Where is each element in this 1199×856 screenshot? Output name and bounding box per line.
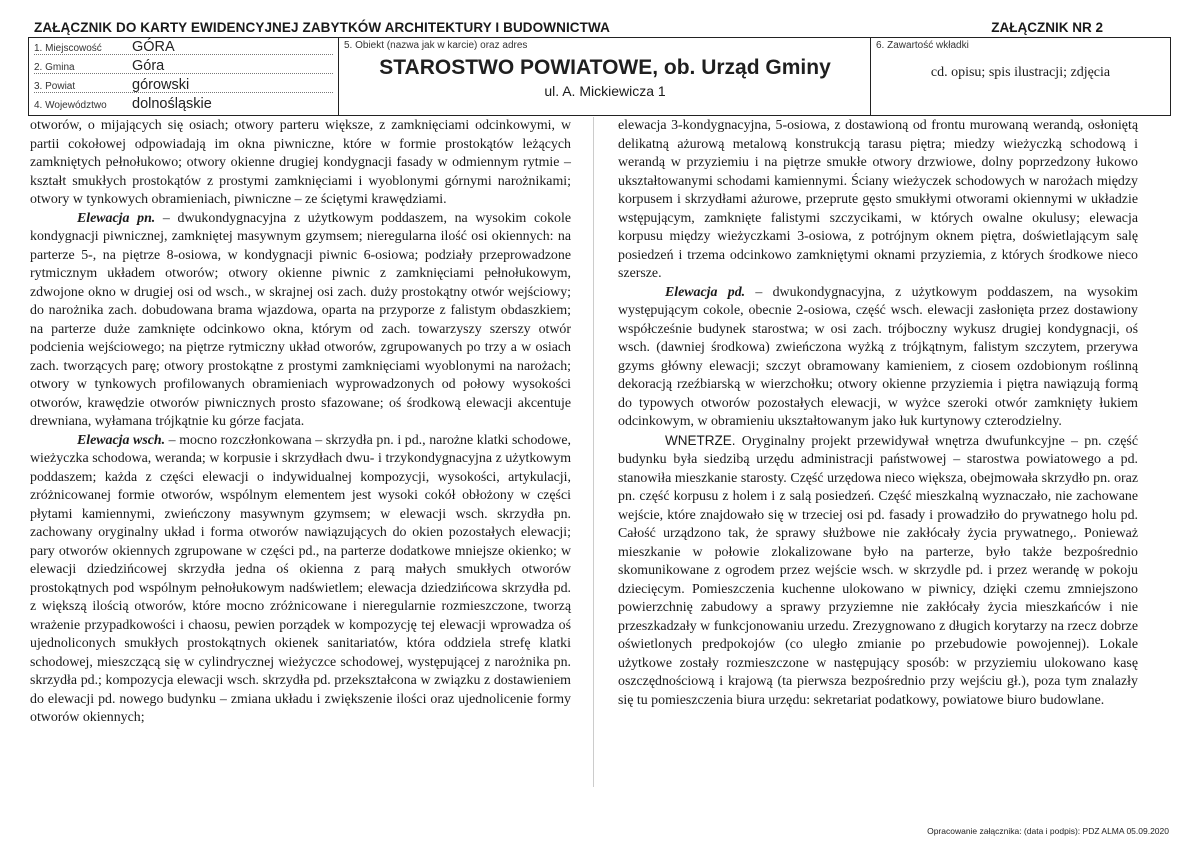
field-county: [29, 76, 339, 95]
object-label: 5. Obiekt (nazwa jak w karcie) oraz adres: [344, 40, 528, 51]
object-field: [339, 38, 871, 115]
paragraph-north-elevation: [30, 210, 571, 432]
field-label: 1. Miejscowość: [34, 43, 102, 54]
column-divider: [593, 117, 594, 787]
field-value: GÓRA: [132, 39, 175, 55]
paragraph-body: Oryginalny projekt przewidywał wnętrza dwufunkcyjne – pn. część budynku była siedzibą urzędu administracji państwowej – starostwa powiatowego a pd. stanowiła mieszkanie starosty. Część urzędowa nieco większa, obejmowała skrzydło pn. oraz pn. część korpusu z holem i z salą posiedzeń. Część mieszkalną wyznaczało, nie zachowane wejście, które znajdowało się w trzeciej osi pd. fasady i prowadziło do prywatnego holu pd. Całość urządzono tak, że sprawy służbowe nie zakłócały życia prywatnego,. Ponieważ mieszkanie w połowie zlokalizowane było na parterze, było także bezpośrednio skomunikowane z ogrodem przez wejście wsch. w skrzydle pd. i przez werandę w pokoju dziecięcym. Pomieszczenia kuchenne ulokowano w piwnicy, dzięki czemu zmniejszono powierzchnię zabudowy a sprawy przyziemne nie zakłócały życia mieszkańców i nie przeszkadzały w funkcjonowaniu urzedu. Zrezygnowano z długich korytarzy na rzecz dobrze oświetlonych predpokojów (co uległo zmianie po przebudowie powojennej). Lokale użytkowe zostały rozmieszczone w następujący sposób: w przyziemiu ulokowano kasę oszczędnościową i krajową (ta pierwsza bezpośrednio przy wejściu gł.), poza tym znalazły się tu pomieszczenia biura urzędu: sekretariat podatkowy, powiatowe biuro budowlane.: [618, 433, 1138, 708]
dotted-line: [34, 73, 333, 74]
field-value: dolnośląskie: [132, 96, 212, 112]
object-name: STAROSTWO POWIATOWE, ob. Urząd Gminy: [379, 56, 831, 79]
dotted-line: [34, 92, 333, 93]
paragraph-south-elevation: [618, 284, 1138, 432]
contents-field: [871, 38, 1170, 115]
field-voivodeship: [29, 95, 339, 114]
contents-label: 6. Zawartość wkładki: [876, 40, 969, 51]
form-header-table: [28, 37, 1171, 116]
field-commune: [29, 57, 339, 76]
field-value: Góra: [132, 58, 165, 74]
paragraph-interior: [618, 432, 1138, 711]
document-title: ZAŁĄCZNIK DO KARTY EWIDENCYJNEJ ZABYTKÓW ARCHITEKTURY I BUDOWNICTWA: [34, 20, 610, 35]
document-header: [28, 14, 1171, 36]
paragraph: otworów, o mijających się osiach; otwory parteru większe, z zamknięciami odcinkowymi, w partii cokołowej odpowiadają im okna piwniczne, które w formie prostokątów leżących zamkniętych pełnołukowo; otwory okienne drugiej kondygnacji fasady w odmiennym rytmie – kształt smukłych prostokątów z prostymi zamknięciami i wyoblonymi górnymi narożnikami; otwory w tynkowych obramieniach, piwniczne – ze ściętymi krawędziami.: [30, 118, 571, 207]
paragraph: elewacja 3-kondygnacyjna, 5-osiowa, z dostawioną od frontu murowaną werandą, osłoniętą delikatną ażurową metalową konstrukcją tarasu piętra; miedzy wieżyczką schodową i werandą w przyziemiu i na piętrze smukłe otwory drzwiowe, dolny poprzedzony łukowo ukształtowanymi schodami kamiennymi. Ściany wieżyczek schodowych w narożach między korpusem i skrzydłami ażurowe, przeprute gęsto smukłymi otworami okiennymi w układzie wstępującym, zamknięte falistymi szczycikami, w których owalne okulusy; elewacja korpusu między wieżyczkami 3-osiowa, z potrójnym oknem piętra, doświetlającym salę posiedzeń i trzema odcinkowo zamkniętymi oknami przyziemia, z których środkowe nieco szersze.: [618, 118, 1138, 281]
paragraph-lead: Elewacja wsch.: [77, 432, 166, 448]
field-value: górowski: [132, 77, 190, 93]
paragraph-body: – dwukondygnacyjna z użytkowym poddaszem, na wysokim cokole kondygnacji piwnicznej, zamkniętej masywnym gzymsem; nieregularna ilość osi okiennych: na parterze 5-, na piętrze 8-osiowa, w kondygnacji piwnic 6-osiowa; podziały przeprowadzone rytmicznym układem otworów; otwory okienne piwnic z zamknięciami pełnołukowym, zdwojone okno w drugiej osi od wsch., w skrajnej osi zach. duży prostokątny otwór wejściowy; do narożnika zach. dobudowana brama wjazdowa, oparta na przyporze z falistym obdaszkiem; na parterze duże zamknięte odcinkowo okna, którym od zach. towarzyszy szerszy otwór podcienia wejściowego; na piętrze rytmiczny układ otworów, zgrupowanych po trzy a w osiach zach. tworzących parę; otwory prostokątne z prostymi zamknięciami wyoblonymi na narożach; otwory w tynkowych profilowanych obramieniach wyprowadzonych od połowy wysokości otworów, krawędzie otworów piwnicznych prosto sfazowane; oś środkową elewacji akcentuje drewniana, wyłamana trójkątnie ku górze facjata.: [30, 210, 571, 429]
paragraph-lead: Elewacja pn.: [77, 210, 156, 226]
field-label: 4. Województwo: [34, 100, 107, 111]
paragraph-body: – dwukondygnacyjna, z użytkowym poddaszem, na wysokim występującym cokole, obecnie 2-osiowa, część wsch. elewacji zasłonięta przez dostawiony współcześnie budynek starostwa; w osi zach. trójboczny wykusz drugiej kondygnacji, oś wsch. (dawniej środkowa) zwieńczona wyżką z trójkątnym, falistym szczytem, przerywa gzyms główny elewacji; szczyt obramowany kamieniem, z ciosem ozdobionym roślinną dekoracją rzeźbiarską w wierzchołku; otwory okienne przyziemia i piętra nawiązują formą do typowych otworów pozostałych elewacji, w wyżce szeroki otwór zamknięty łukiem odcinkowym, w obramieniu ukształtowanym jako łuk kurtynowy czterodzielny.: [618, 284, 1138, 429]
field-label: 2. Gmina: [34, 62, 75, 73]
paragraph-body: – mocno rozczłonkowana – skrzydła pn. i pd., narożne klatki schodowe, wieżyczka schodowa, weranda; w korpusie i skrzydłach dwu- i trzykondygnacyjna z użytkowym poddaszem; każda z części elewacji o indywidualnej kompozycji, wysokości, artykulacji, zróżnicowanej formie otworów, wspólnym elementem jest wysoki cokół obłożony w części płytami kamiennymi, zwieńczony masywnym gzymsem; w elewacji wsch. skrzydła pn. zachowany oryginalny układ i forma otworów nawiązujących do okien pozostałych elewacji; pary otworów okiennych zgrupowane w części pd., na parterze dodatkowe mniejsze okienko; w elewacji dziedzińcowej skrzydła jedna oś okienna z parą małych smukłych otworów prostokątnych pod wspólnym pełnołukowym nadświetlem; elewacja dziedzińcowa skrzydła pd. z większą ilością otworów, które mocno zróżnicowane i nieregularnie rozmieszczone, tworzą wrażenie przypadkowości i chaosu, pewien porządek w kompozycję tej elewacji wprowadza oś ujednoliconych smukłych prostokątnych okienek sanitariatów, która oddziela strefę klatki schodowej, mieszczącą się w cylindrycznej wieżyczce schodowej, występującej z narożnika pn. skrzydła pd.; kompozycja elewacji wsch. skrzydła pd. przekształcona w związku z dostawieniem do elewacji pd. nowego budynku – zmiana układu i zwiększenie ilości oraz ujednolicenie formy otworów okiennych;: [30, 432, 571, 725]
paragraph-east-elevation: [30, 432, 571, 728]
attachment-number: ZAŁĄCZNIK NR 2: [991, 20, 1103, 35]
paragraph-lead: WNETRZE.: [665, 432, 736, 448]
paragraph-lead: Elewacja pd.: [665, 284, 746, 300]
contents-value: cd. opisu; spis ilustracji; zdjęcia: [930, 65, 1111, 80]
object-address: ul. A. Mickiewicza 1: [544, 83, 666, 99]
field-locality: [29, 38, 339, 57]
dotted-line: [34, 54, 333, 55]
footer-signature-line: Opracowanie załącznika: (data i podpis): PDZ ALMA 05.09.2020: [927, 826, 1169, 836]
field-label: 3. Powiat: [34, 81, 76, 92]
right-text-column: [618, 117, 1138, 710]
location-fields: [29, 38, 339, 115]
left-text-column: [30, 117, 571, 728]
